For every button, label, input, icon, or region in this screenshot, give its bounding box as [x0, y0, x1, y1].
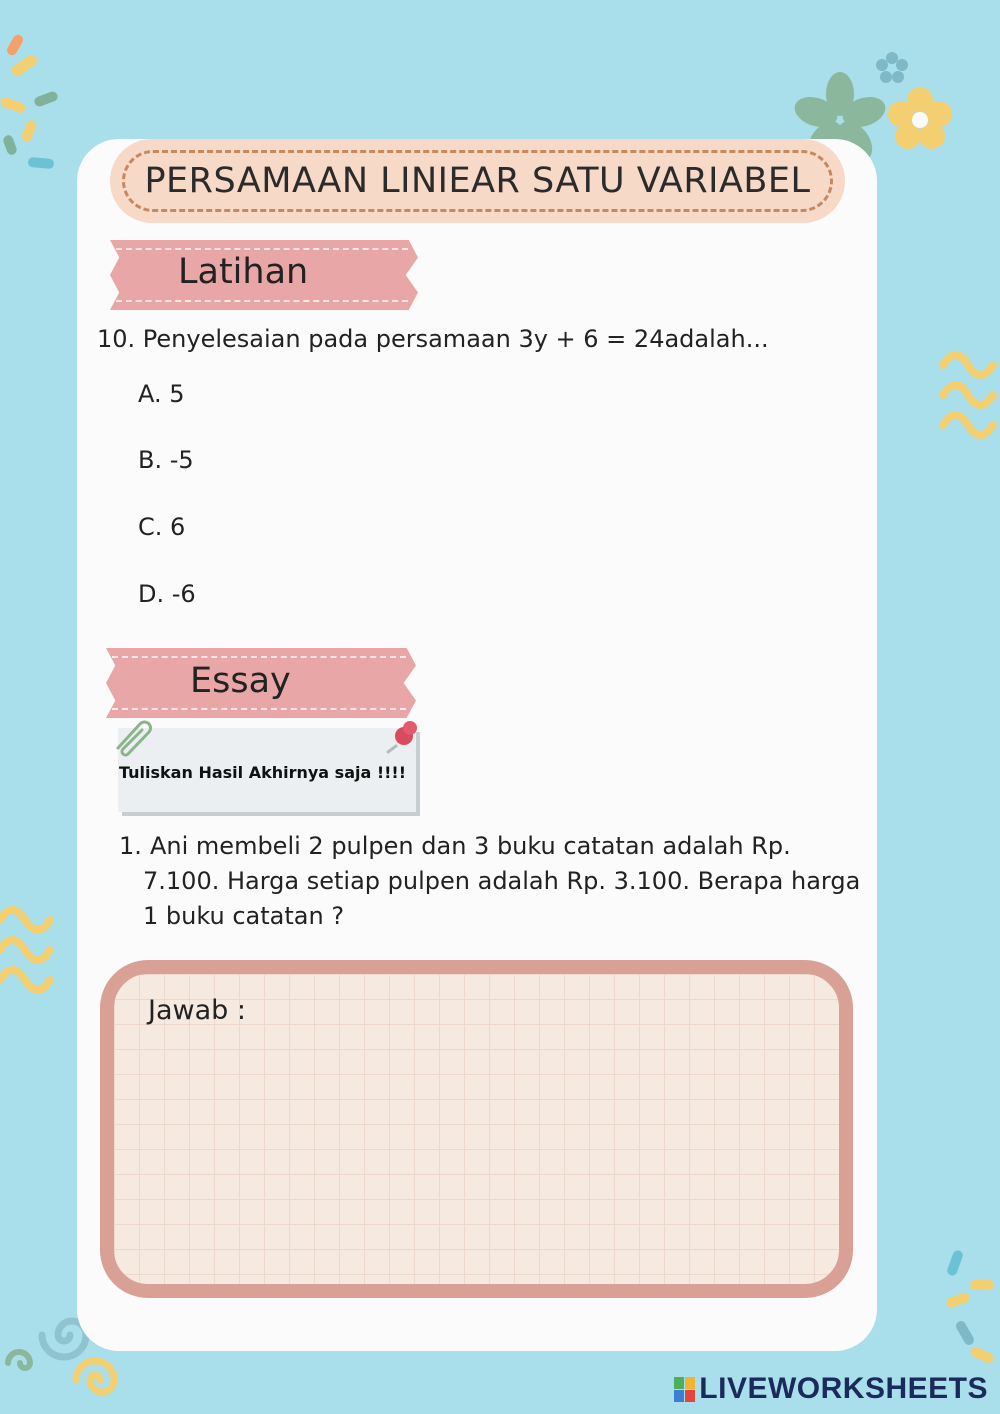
essay-question-line-3: 1 buku catatan ? [143, 902, 345, 930]
squiggle-left-decoration [0, 900, 70, 1000]
question-10-text: 10. Penyelesaian pada persamaan 3y + 6 = 24adalah... [97, 325, 769, 353]
confetti-top-left-decoration [0, 30, 80, 180]
essay-label: Essay [190, 661, 291, 701]
confetti-bottom-right-decoration [940, 1240, 1000, 1380]
option-b[interactable]: B. -5 [138, 446, 194, 474]
answer-label: Jawab : [148, 995, 246, 1026]
page-title: PERSAMAAN LINIEAR SATU VARIABEL [144, 161, 811, 201]
instruction-note-text: Tuliskan Hasil Akhirnya saja !!!! [119, 763, 407, 782]
option-d[interactable]: D. -6 [138, 580, 196, 608]
squiggle-right-decoration [938, 345, 1000, 445]
liveworksheets-logo-icon [674, 1377, 695, 1402]
liveworksheets-brand [674, 1372, 988, 1406]
essay-question-line-2: 7.100. Harga setiap pulpen adalah Rp. 3.100. Berapa harga [143, 867, 861, 895]
option-c[interactable]: C. 6 [138, 513, 186, 541]
brand-name: LIVEWORKSHEETS [699, 1372, 988, 1405]
essay-question-number: 1. [119, 832, 142, 860]
paperclip-icon [112, 716, 156, 756]
essay-question-line-1: Ani membeli 2 pulpen dan 3 buku catatan adalah Rp. [150, 832, 791, 860]
pushpin-icon [384, 718, 424, 754]
latihan-label: Latihan [178, 252, 309, 292]
option-a[interactable]: A. 5 [138, 380, 185, 408]
